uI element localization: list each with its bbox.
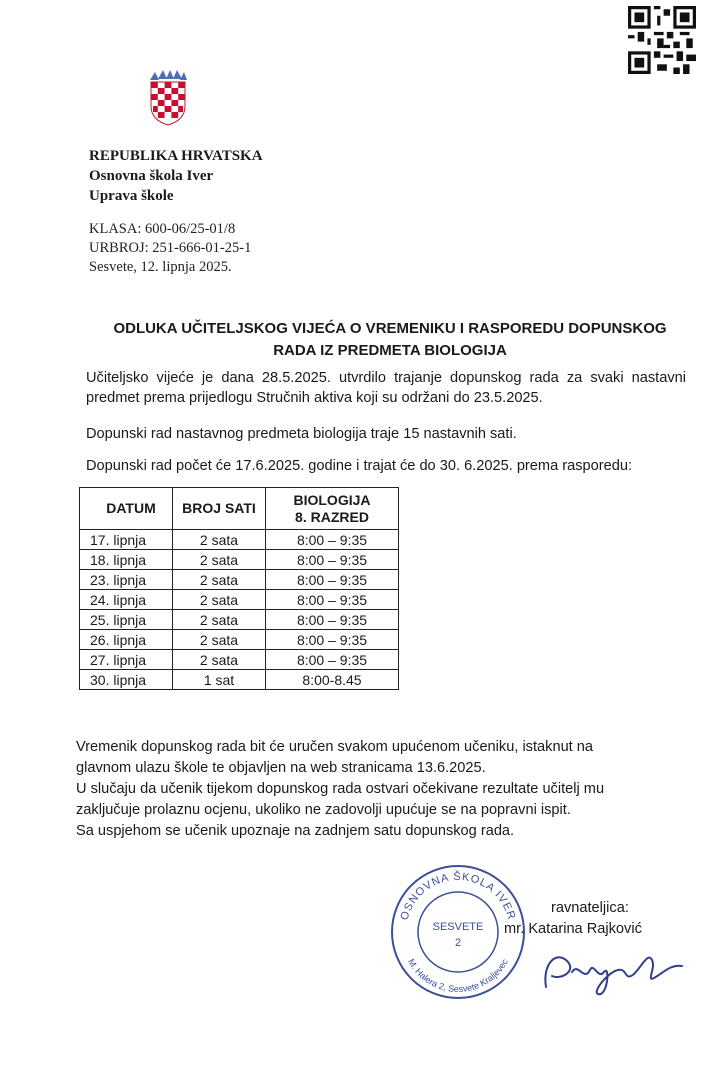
cell-hours: 2 sata bbox=[173, 610, 266, 630]
cell-time: 8:00 – 9:35 bbox=[266, 650, 399, 670]
table-row bbox=[80, 650, 399, 670]
closing-line-4: zaključuje prolaznu ocjenu, ukoliko ne zadovolji upućuje se na popravni ispit. bbox=[76, 802, 571, 818]
table-row bbox=[80, 530, 399, 550]
header-subject-name: BIOLOGIJA bbox=[293, 491, 371, 508]
cell-hours: 1 sat bbox=[173, 670, 266, 690]
urbroj-reference: URBROJ: 251-666-01-25-1 bbox=[89, 240, 252, 256]
cell-time: 8:00 – 9:35 bbox=[266, 610, 399, 630]
cell-date: 24. lipnja bbox=[80, 590, 173, 610]
cell-date: 23. lipnja bbox=[80, 570, 173, 590]
table-row bbox=[80, 670, 399, 690]
cell-hours: 2 sata bbox=[173, 550, 266, 570]
signatory-role: ravnateljica: bbox=[551, 900, 629, 916]
closing-line-2: glavnom ulazu škole te objavljen na web stranicama 13.6.2025. bbox=[76, 760, 486, 776]
svg-text:M. Halera 2, Sesvete Kraljevec bbox=[406, 957, 510, 994]
institution-header bbox=[89, 146, 263, 206]
department-name: Uprava škole bbox=[89, 188, 174, 204]
schedule-table bbox=[79, 487, 399, 690]
stamp-bottom-text: M. Halera 2, Sesvete Kraljevec bbox=[406, 957, 510, 995]
title-line-1: ODLUKA UČITELJSKOG VIJEĆA O VREMENIKU I RASPOREDU DOPUNSKOG bbox=[113, 320, 667, 337]
table-row bbox=[80, 570, 399, 590]
cell-hours: 2 sata bbox=[173, 530, 266, 550]
country-name: REPUBLIKA HRVATSKA bbox=[89, 148, 263, 164]
table-header-row bbox=[80, 488, 399, 530]
closing-line-3: U slučaju da učenik tijekom dopunskog rada ostvari očekivane rezultate učitelj mu bbox=[76, 781, 605, 797]
svg-text:OSNOVNA ŠKOLA IVER bbox=[398, 870, 517, 922]
qr-code bbox=[628, 6, 696, 74]
cell-time: 8:00 – 9:35 bbox=[266, 530, 399, 550]
cell-time: 8:00 – 9:35 bbox=[266, 550, 399, 570]
cell-time: 8:00 – 9:35 bbox=[266, 630, 399, 650]
cell-date: 26. lipnja bbox=[80, 630, 173, 650]
title-line-2: RADA IZ PREDMETA BIOLOGIJA bbox=[273, 342, 507, 359]
table-row bbox=[80, 550, 399, 570]
table-row bbox=[80, 610, 399, 630]
cell-hours: 2 sata bbox=[173, 570, 266, 590]
cell-hours: 2 sata bbox=[173, 630, 266, 650]
cell-time: 8:00-8.45 bbox=[266, 670, 399, 690]
cell-date: 25. lipnja bbox=[80, 610, 173, 630]
croatian-coat-of-arms bbox=[147, 70, 189, 126]
school-name: Osnovna škola Iver bbox=[89, 168, 214, 184]
cell-date: 18. lipnja bbox=[80, 550, 173, 570]
cell-time: 8:00 – 9:35 bbox=[266, 570, 399, 590]
signatory-name: mr. Katarina Rajković bbox=[504, 921, 642, 937]
cell-date: 17. lipnja bbox=[80, 530, 173, 550]
place-and-date: Sesvete, 12. lipnja 2025. bbox=[89, 259, 232, 275]
document-title bbox=[80, 318, 700, 362]
paragraph-schedule-intro: Dopunski rad počet će 17.6.2025. godine i trajat će do 30. 6.2025. prema rasporedu: bbox=[86, 458, 633, 474]
header-datum: DATUM bbox=[80, 488, 173, 530]
cell-time: 8:00 – 9:35 bbox=[266, 590, 399, 610]
document-references bbox=[89, 220, 251, 277]
header-broj-sati: BROJ SATI bbox=[173, 488, 266, 530]
closing-line-1: Vremenik dopunskog rada bit će uručen svakom upućenom učeniku, istaknut na bbox=[76, 739, 594, 755]
cell-date: 30. lipnja bbox=[80, 670, 173, 690]
klasa-reference: KLASA: 600-06/25-01/8 bbox=[89, 221, 236, 237]
stamp-number: 2 bbox=[454, 937, 462, 949]
paragraph-duration: Dopunski rad nastavnog predmeta biologija traje 15 nastavnih sati. bbox=[86, 426, 517, 442]
cell-hours: 2 sata bbox=[173, 650, 266, 670]
handwritten-signature bbox=[538, 942, 688, 1002]
cell-hours: 2 sata bbox=[173, 590, 266, 610]
stamp-center-text: SESVETE bbox=[432, 921, 484, 933]
table-row bbox=[80, 630, 399, 650]
cell-date: 27. lipnja bbox=[80, 650, 173, 670]
paragraph-decision: Učiteljsko vijeće je dana 28.5.2025. utvrdilo trajanje dopunskog rada za svaki nastavni predmet prema prijedlogu Stručnih aktiva koji su održani do 23.5.2025. bbox=[86, 370, 686, 406]
table-row bbox=[80, 590, 399, 610]
header-subject bbox=[266, 488, 399, 530]
header-subject-grade: 8. RAZRED bbox=[295, 508, 369, 525]
closing-paragraph bbox=[76, 737, 676, 842]
stamp-top-text: OSNOVNA ŠKOLA IVER bbox=[398, 870, 518, 922]
closing-line-5: Sa uspjehom se učenik upoznaje na zadnjem satu dopunskog rada. bbox=[76, 823, 515, 839]
